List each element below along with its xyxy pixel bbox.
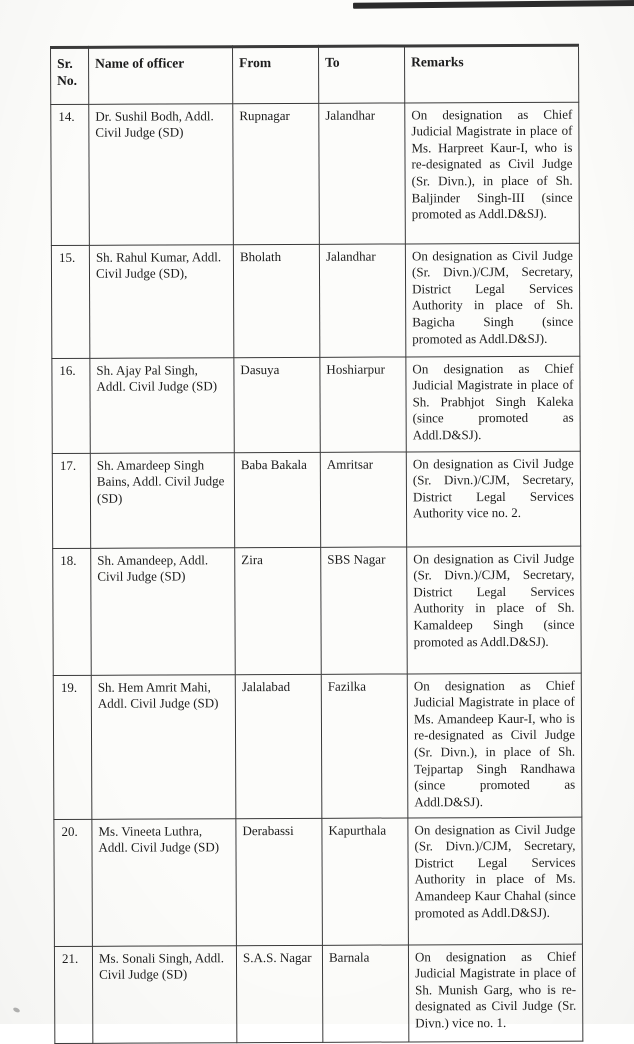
cell-officer-name: Ms. Vineeta Luthra, Addl. Civil Judge (SD): [92, 818, 237, 946]
cell-remarks: On designation as Civil Judge (Sr. Divn.)/CJM, Secretary, District Legal Services Authority in place of Ms. Amandeep Kaur Chahal (since promoted as Addl.D&SJ).: [408, 817, 583, 945]
table-row: [51, 102, 580, 245]
cell-sr-no: 18.: [53, 548, 92, 675]
col-header-to: To: [319, 46, 405, 103]
cell-sr-no: 16.: [52, 358, 90, 453]
cell-sr-no: 20.: [54, 819, 93, 946]
cell-from: Rupnagar: [233, 103, 320, 244]
cell-to: Jalandhar: [319, 243, 405, 356]
officer-transfer-table: [50, 44, 583, 1044]
cell-sr-no: 14.: [51, 104, 90, 245]
col-header-name: Name of officer: [89, 47, 233, 104]
cell-sr-no: 19.: [53, 675, 92, 819]
table-row: [52, 356, 580, 453]
table-row: [54, 944, 582, 1043]
cell-officer-name: Sh. Ajay Pal Singh, Addl. Civil Judge (SD): [90, 357, 234, 453]
cell-officer-name: Sh. Hem Amrit Mahi, Addl. Civil Judge (SD): [91, 674, 236, 819]
cell-from: Zira: [235, 547, 322, 674]
cell-remarks: On designation as Chief Judicial Magistrate in place of Sh. Prabhjot Singh Kaleka (since promoted as Addl.D&SJ).: [406, 356, 580, 452]
table-row: [54, 817, 583, 946]
cell-sr-no: 17.: [52, 453, 90, 548]
scan-artifact-top-strip: [353, 0, 634, 9]
transfer-table-wrapper: [50, 44, 582, 1044]
cell-remarks: On designation as Civil Judge (Sr. Divn.)/CJM, Secretary, District Legal Services Authority in place of Sh. Bagicha Singh (since promoted as Addl.D&SJ).: [405, 243, 579, 357]
col-header-remarks: Remarks: [405, 45, 579, 102]
col-header-sr-no: Sr. No.: [51, 47, 89, 104]
table-row: [53, 546, 582, 675]
cell-officer-name: Sh. Amandeep, Addl. Civil Judge (SD): [91, 547, 236, 675]
cell-from: S.A.S. Nagar: [236, 945, 322, 1042]
cell-to: Fazilka: [321, 673, 408, 817]
cell-to: Kapurthala: [322, 817, 409, 944]
cell-remarks: On designation as Civil Judge (Sr. Divn.)/CJM, Secretary, District Legal Services Authority vice no. 2.: [406, 451, 580, 547]
cell-from: Baba Bakala: [234, 452, 320, 547]
col-header-from: From: [233, 46, 319, 103]
cell-from: Dasuya: [234, 357, 320, 452]
cell-from: Jalalabad: [235, 674, 322, 818]
cell-remarks: On designation as Chief Judicial Magistrate in place of Ms. Amandeep Kaur-I, who is re-designated as Civil Judge (Sr. Divn.), in place of Sh. Tejpartap Singh Randhawa (since promoted as Addl.D&SJ).: [407, 673, 582, 818]
cell-to: Amritsar: [320, 451, 406, 546]
table-row: [52, 451, 580, 548]
cell-officer-name: Ms. Sonali Singh, Addl. Civil Judge (SD): [92, 945, 236, 1043]
cell-from: Derabassi: [236, 818, 323, 945]
cell-sr-no: 15.: [51, 245, 89, 358]
cell-remarks: On designation as Chief Judicial Magistrate in place of Sh. Munish Garg, who is re-designated as Civil Judge (Sr. Divn.) vice no. 1.: [408, 944, 582, 1042]
header-row: [51, 45, 579, 104]
cell-to: Hoshiarpur: [320, 356, 406, 451]
cell-from: Bholath: [233, 244, 319, 357]
cell-to: SBS Nagar: [321, 546, 408, 673]
table-row: [51, 243, 579, 358]
cell-officer-name: Sh. Rahul Kumar, Addl. Civil Judge (SD),: [89, 244, 233, 358]
cell-remarks: On designation as Civil Judge (Sr. Divn.)/CJM, Secretary, District Legal Services Authority in place of Sh. Kamaldeep Singh (since promoted as Addl.D&SJ).: [407, 546, 582, 674]
cell-officer-name: Sh. Amardeep Singh Bains, Addl. Civil Judge (SD): [90, 452, 234, 548]
scan-artifact-speck: [12, 1007, 20, 1014]
cell-to: Barnala: [322, 944, 408, 1041]
cell-officer-name: Dr. Sushil Bodh, Addl. Civil Judge (SD): [89, 103, 234, 245]
cell-to: Jalandhar: [319, 102, 406, 243]
cell-remarks: On designation as Chief Judicial Magistrate in place of Ms. Harpreet Kaur-I, who is re-designated as Civil Judge (Sr. Divn.), in place of Sh. Baljinder Singh-III (since promoted as Addl.D&SJ).: [405, 102, 580, 244]
cell-sr-no: 21.: [54, 946, 92, 1043]
table-row: [53, 673, 582, 819]
